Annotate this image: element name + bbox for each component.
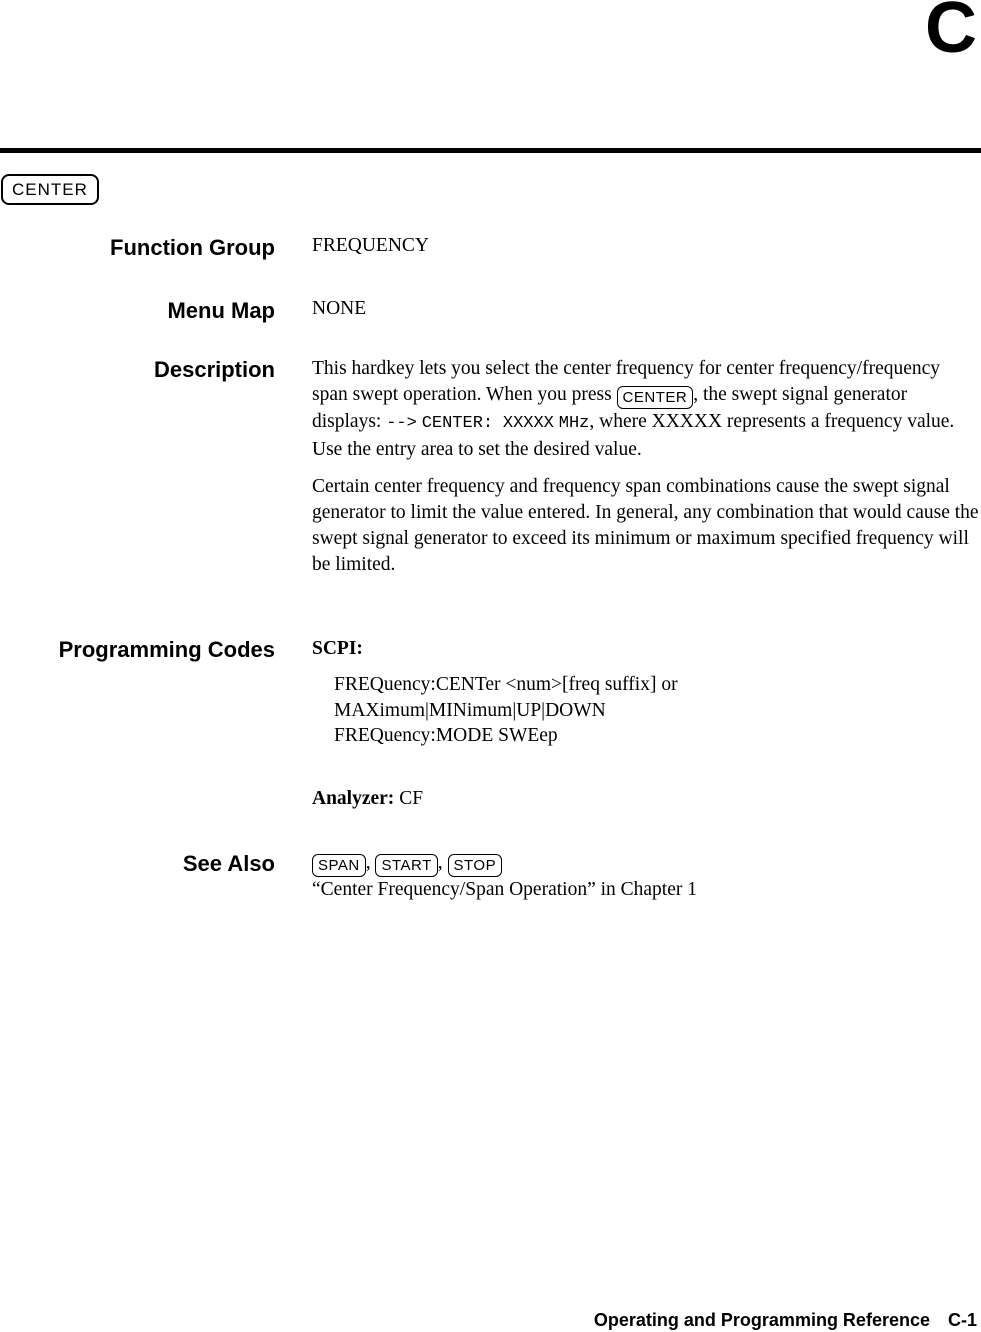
display-unit: MHz — [558, 413, 590, 433]
separator-2: , — [437, 852, 443, 873]
title-key — [1, 174, 99, 205]
description-text-b: , the swept signal generator displays: — [312, 383, 908, 432]
programming-codes-label: Programming Codes — [58, 637, 275, 662]
scpi-line-1: FREQuency:CENTer <num>[freq suffix] or — [334, 673, 678, 695]
programming-codes-body — [312, 636, 980, 812]
page-footer — [594, 1311, 977, 1329]
separator-1: , — [365, 852, 371, 873]
display-center: CENTER: — [421, 413, 494, 433]
function-group-value — [312, 233, 980, 259]
see-also-reference: “Center Frequency/Span Operation” in Chapter 1 — [312, 879, 698, 900]
description-paragraph-2: Certain center frequency and frequency span combinations cause the swept signal generator to limit the value entered. In general, any combination that would cause the swept signal generator to exceed its minimum or maximum specified frequency will be limited. — [312, 476, 979, 575]
display-xxxxx: XXXXX — [502, 413, 554, 433]
description-label: Description — [153, 357, 275, 382]
description-text-a: This hardkey lets you select the center frequency for center frequency/frequency span swept operation. When you press — [312, 358, 941, 405]
scpi-line-2: MAXimum|MINimum|UP|DOWN — [334, 699, 606, 721]
start-key: START — [375, 854, 437, 877]
analyzer-line — [312, 786, 980, 812]
scpi-line-3: FREQuency:MODE SWEep — [334, 725, 558, 747]
footer-title: Operating and Programming Reference — [593, 1310, 930, 1330]
center-key-inline: CENTER — [617, 386, 694, 409]
stop-key: STOP — [448, 854, 503, 877]
menu-map-text: NONE — [312, 298, 367, 319]
description-body — [312, 356, 980, 578]
display-arrow: --> — [386, 413, 417, 433]
menu-map-value — [312, 296, 980, 322]
see-also-keys — [312, 850, 980, 877]
see-also-body — [312, 850, 980, 903]
menu-map-label: Menu Map — [167, 298, 275, 323]
description-text-c: , where XXXXX represents a frequency value. Use the entry area to set the desired value. — [312, 410, 955, 460]
chapter-letter: C — [925, 0, 977, 68]
span-key: SPAN — [312, 854, 366, 877]
analyzer-label: Analyzer: — [312, 788, 395, 810]
function-group-text: FREQUENCY — [312, 235, 430, 256]
chapter-rule — [0, 148, 981, 153]
scpi-label: SCPI: — [312, 638, 363, 659]
page-number: C-1 — [947, 1310, 977, 1330]
description-paragraph-1 — [312, 356, 980, 462]
center-key-label: CENTER — [1, 174, 99, 205]
analyzer-value: CF — [399, 788, 424, 810]
function-group-label: Function Group — [110, 235, 275, 260]
see-also-label: See Also — [182, 851, 275, 876]
